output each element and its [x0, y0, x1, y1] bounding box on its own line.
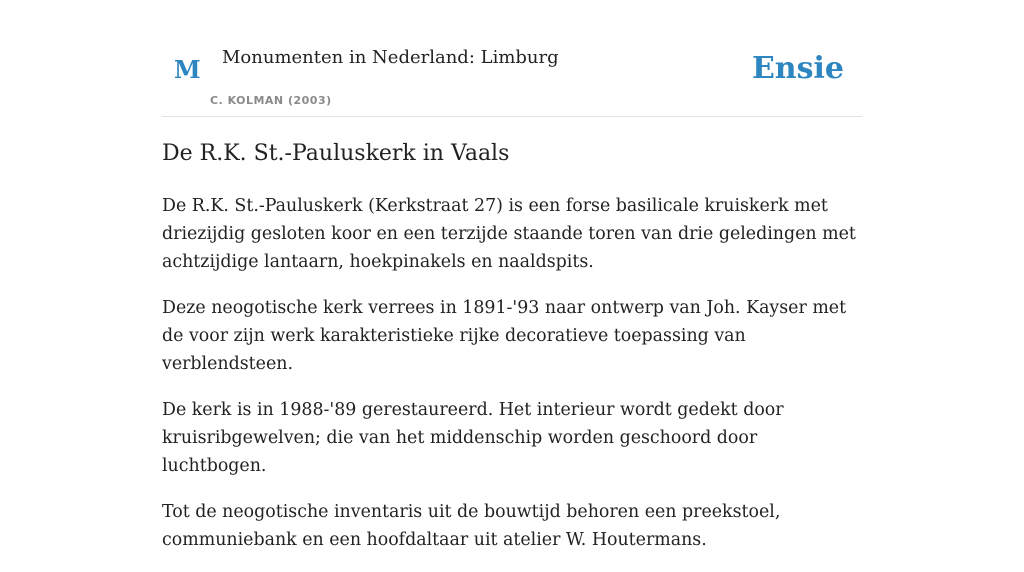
article — [162, 138, 862, 572]
paragraph-1: De R.K. St.-Pauluskerk (Kerkstraat 27) is een forse basilicale kruiskerk met driezijdig gesloten koor en een terzijde staande toren van drie geledingen met achtzijdige lantaarn, hoekpinakels en naaldspits. — [162, 196, 856, 272]
ensie-logo[interactable]: Ensie — [751, 51, 844, 86]
paragraph-3: De kerk is in 1988-'89 gerestaureerd. Het interieur wordt gedekt door kruisribgewelven; die van het middenschip worden geschoord door luchtbogen. — [162, 400, 784, 476]
paragraph-4: Tot de neogotische inventaris uit de bouwtijd behoren een preekstoel, communiebank en een hoofdaltaar uit atelier W. Houtermans. — [162, 502, 781, 550]
paragraph-2: Deze neogotische kerk verrees in 1891-'93 naar ontwerp van Joh. Kayser met de voor zijn werk karakteristieke rijke decoratieve toepassing van verblendsteen. — [162, 298, 847, 374]
author-line: C. KOLMAN (2003) — [210, 94, 332, 107]
book-title-link[interactable]: Monumenten in Nederland: Limburg — [222, 47, 559, 68]
header — [162, 40, 862, 117]
book-logo-icon[interactable]: M — [174, 55, 201, 84]
article-title: De R.K. St.-Pauluskerk in Vaals — [162, 141, 510, 166]
